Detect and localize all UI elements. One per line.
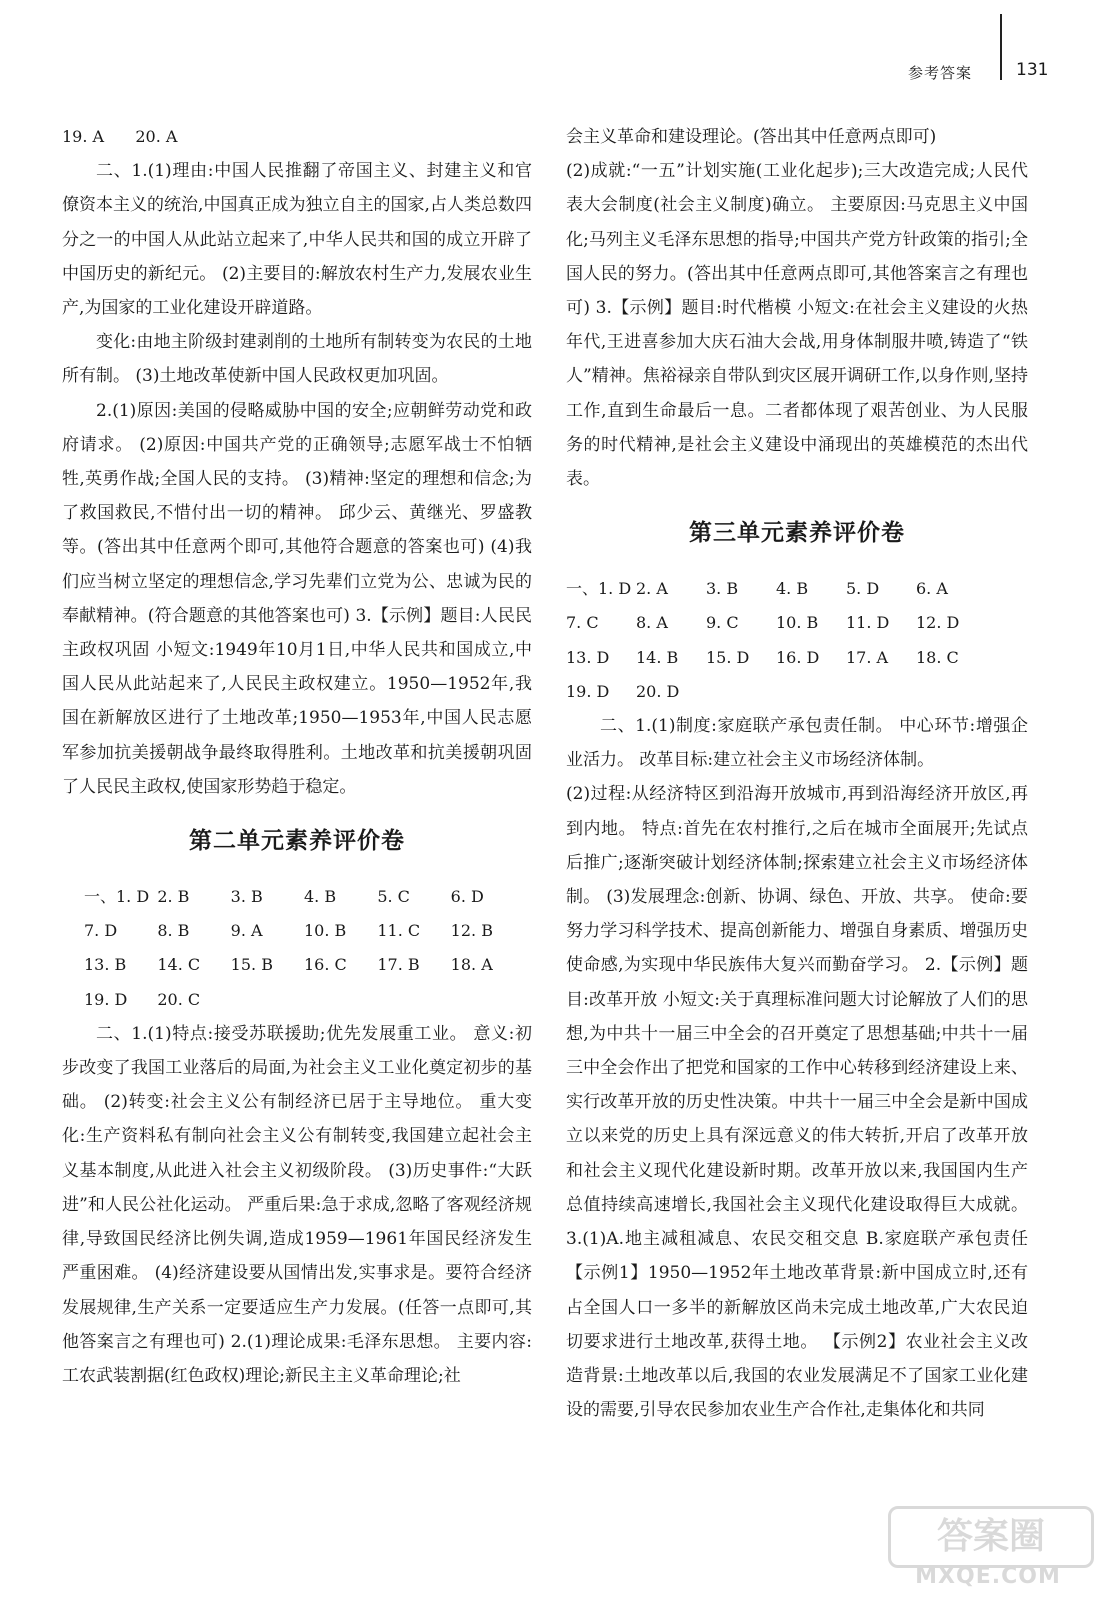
unit3-paragraph-2: (2)过程:从经济特区到沿海开放城市,再到沿海经济开放区,再到内地。 特点:首先在农村推行,之后在城市全面展开;先试点后推广;逐渐突破计划经济体制;探索建立社会主义市场经济体制。 (3)发展理念:创新、协调、绿色、开放、共享。 使命:要努力学习科学技术、提高创新能力、增强自身素质、增强历史使命感,为实现中华民族伟大复兴而勤奋学习。 2.【示例】题目:改革开放 小短文:关于真理标准问题大讨论解放了人们的思想,为中共十一届三中全会的召开奠定了思想基础;中共十一届三中全会作出了把党和国家的工作中心转移到经济建设上来、实行改革开放的历史性决策。中共十一届三中全会是新中国成立以来党的历史上具有深远意义的伟大转折,开启了改革开放和社会主义现代化建设新时期。改革开放以来,我国国内生产总值持续高速增长,我国社会主义现代化建设取得巨大成就。 3.(1)A.地主减租减息、农民交租交息 B.家庭联产承包责任 【示例1】1950—1952年土地改革背景:新中国成立时,还有占全国人口一多半的新解放区尚未完成土地改革,广大农民迫切要求进行土地改革,获得土地。 【示例2】农业社会主义改造背景:土地改革以后,我国的农业发展满足不了国家工业化建设的需要,引导农民参加农业生产合作社,走集体化和共同 [566,784,1028,1421]
answer-item: 20. D [636,681,680,701]
answer-item: 5. C [377,887,410,907]
answer-item: 3. B [706,579,739,599]
answer-item: 10. B [776,613,819,633]
unit2-choice-answers [62,880,524,1017]
answer-item: 4. B [776,579,809,599]
answer-item: 11. C [377,921,421,941]
answer-item: 7. D [84,921,118,941]
header-divider [1000,14,1002,80]
answer-item: 8. B [157,921,190,941]
answer-item: 8. A [636,613,668,633]
page-header [0,0,1102,100]
answer-item: 18. A [450,955,493,975]
watermark [888,1506,1088,1592]
left-column [62,120,532,1393]
unit2-paragraph-2: 会主义革命和建设理论。(答出其中任意两点即可) [566,127,937,147]
unit3-paragraph-1: 二、1.(1)制度:家庭联产承包责任制。 中心环节:增强企业活力。 改革目标:建立社会主义市场经济体制。 [566,716,1028,771]
answer-item: 10. B [304,921,347,941]
answer-item: 2. A [636,579,668,599]
right-column [566,120,1028,1427]
answer-item: 20. A [135,127,178,146]
page-number: 131 [1016,60,1049,80]
unit3-choice-answers [566,572,986,709]
unit1-tail-answers [62,120,502,154]
unit1-paragraph-2: 变化:由地主阶级封建剥削的土地所有制转变为农民的土地所有制。 (3)土地改革使新中国人民政权更加巩固。 [62,332,532,387]
unit2-heading: 第二单元素养评价卷 [189,828,405,855]
answer-item: 6. A [916,579,948,599]
watermark-url: MXQE.COM [915,1564,1061,1589]
answer-item: 3. B [230,887,263,907]
answer-item: 17. B [377,955,420,975]
answer-item: 15. D [706,647,750,667]
watermark-logo: 答案圈 [888,1506,1094,1568]
answer-item: 19. D [566,681,610,701]
unit1-paragraph-3: 2.(1)原因:美国的侵略威胁中国的安全;应朝鲜劳动党和政府请求。 (2)原因:中国共产党的正确领导;志愿军战士不怕牺牲,英勇作战;全国人民的支持。 (3)精神:坚定的理想和信念;为了救国救民,不惜付出一切的精神。 邱少云、黄继光、罗盛教等。(答出其中任意两个即可,其他符合题意的答案也可) (4)我们应当树立坚定的理想信念,学习先辈们立党为公、忠诚为民的奉献精神。(符合题意的其他答案也可) 3.【示例】题目:人民民主政权巩固 小短文:1949年10月1日,中华人民共和国成立,中国人民从此站起来了,人民民主政权建立。1950—1952年,我国在新解放区进行了土地改革;1950—1953年,中国人民志愿军参加抗美援朝战争最终取得胜利。土地改革和抗美援朝巩固了人民民主政权,使国家形势趋于稳定。 [62,400,532,797]
answer-item: 12. D [916,613,960,633]
answer-item: 7. C [566,613,599,633]
unit3-heading: 第三单元素养评价卷 [689,520,905,547]
answer-item: 一、1. D [84,887,150,907]
answer-item: 19. D [84,989,128,1009]
answer-item: 12. B [450,921,493,941]
unit2-paragraph-1: 二、1.(1)特点:接受苏联援助;优先发展重工业。 意义:初步改变了我国工业落后的局面,为社会主义工业化奠定初步的基础。 (2)转变:社会主义公有制经济已居于主导地位。 重大变化:生产资料私有制向社会主义公有制转变,我国建立起社会主义基本制度,从此进入社会主义初级阶段。 (3)历史事件:“大跃进”和人民公社化运动。 严重后果:急于求成,忽略了客观经济规律,导致国民经济比例失调,造成1959—1961年国民经济发生严重困难。 (4)经济建设要从国情出发,实事求是。要符合经济发展规律,生产关系一定要适应生产力发展。(任答一点即可,其他答案言之有理也可) 2.(1)理论成果:毛泽东思想。 主要内容:工农武装割据(红色政权)理论;新民主主义革命理论;社 [62,1023,532,1386]
answer-item: 14. C [157,955,201,975]
answer-item: 19. A [62,127,105,146]
answer-item: 13. B [84,955,127,975]
answer-item: 一、1. D [566,579,632,599]
answer-item: 16. D [776,647,820,667]
answer-item: 13. D [566,647,610,667]
answer-item: 17. A [846,647,889,667]
answer-item: 9. A [230,921,263,941]
section-label: 参考答案 [908,64,973,82]
unit1-paragraph-1: 二、1.(1)理由:中国人民推翻了帝国主义、封建主义和官僚资本主义的统治,中国真正成为独立自主的国家,占人类总数四分之一的中国人从此站立起来了,中华人民共和国的成立开辟了中国历史的新纪元。 (2)主要目的:解放农村生产力,发展农业生产,为国家的工业化建设开辟道路。 [62,161,532,319]
answer-item: 9. C [706,613,739,633]
answer-item: 15. B [230,955,273,975]
answer-item: 6. D [450,887,484,907]
answer-item: 14. B [636,647,679,667]
answer-item: 18. C [916,647,959,667]
answer-item: 2. B [157,887,190,907]
answer-item: 5. D [846,579,880,599]
answer-item: 4. B [304,887,337,907]
answer-item: 20. C [157,989,201,1009]
answer-item: 11. D [846,613,890,633]
unit2-paragraph-3: (2)成就:“一五”计划实施(工业化起步);三大改造完成;人民代表大会制度(社会主义制度)确立。 主要原因:马克思主义中国化;马列主义毛泽东思想的指导;中国共产党方针政策的指引;全国人民的努力。(答出其中任意两点即可,其他答案言之有理也可) 3.【示例】题目:时代楷模 小短文:在社会主义建设的火热年代,王进喜参加大庆石油大会战,用身体制服井喷,铸造了“铁人”精神。焦裕禄亲自带队到灾区展开调研工作,以身作则,坚持工作,直到生命最后一息。二者都体现了艰苦创业、为人民服务的时代精神,是社会主义建设中涌现出的英雄模范的杰出代表。 [566,161,1028,490]
answer-item: 16. C [304,955,347,975]
